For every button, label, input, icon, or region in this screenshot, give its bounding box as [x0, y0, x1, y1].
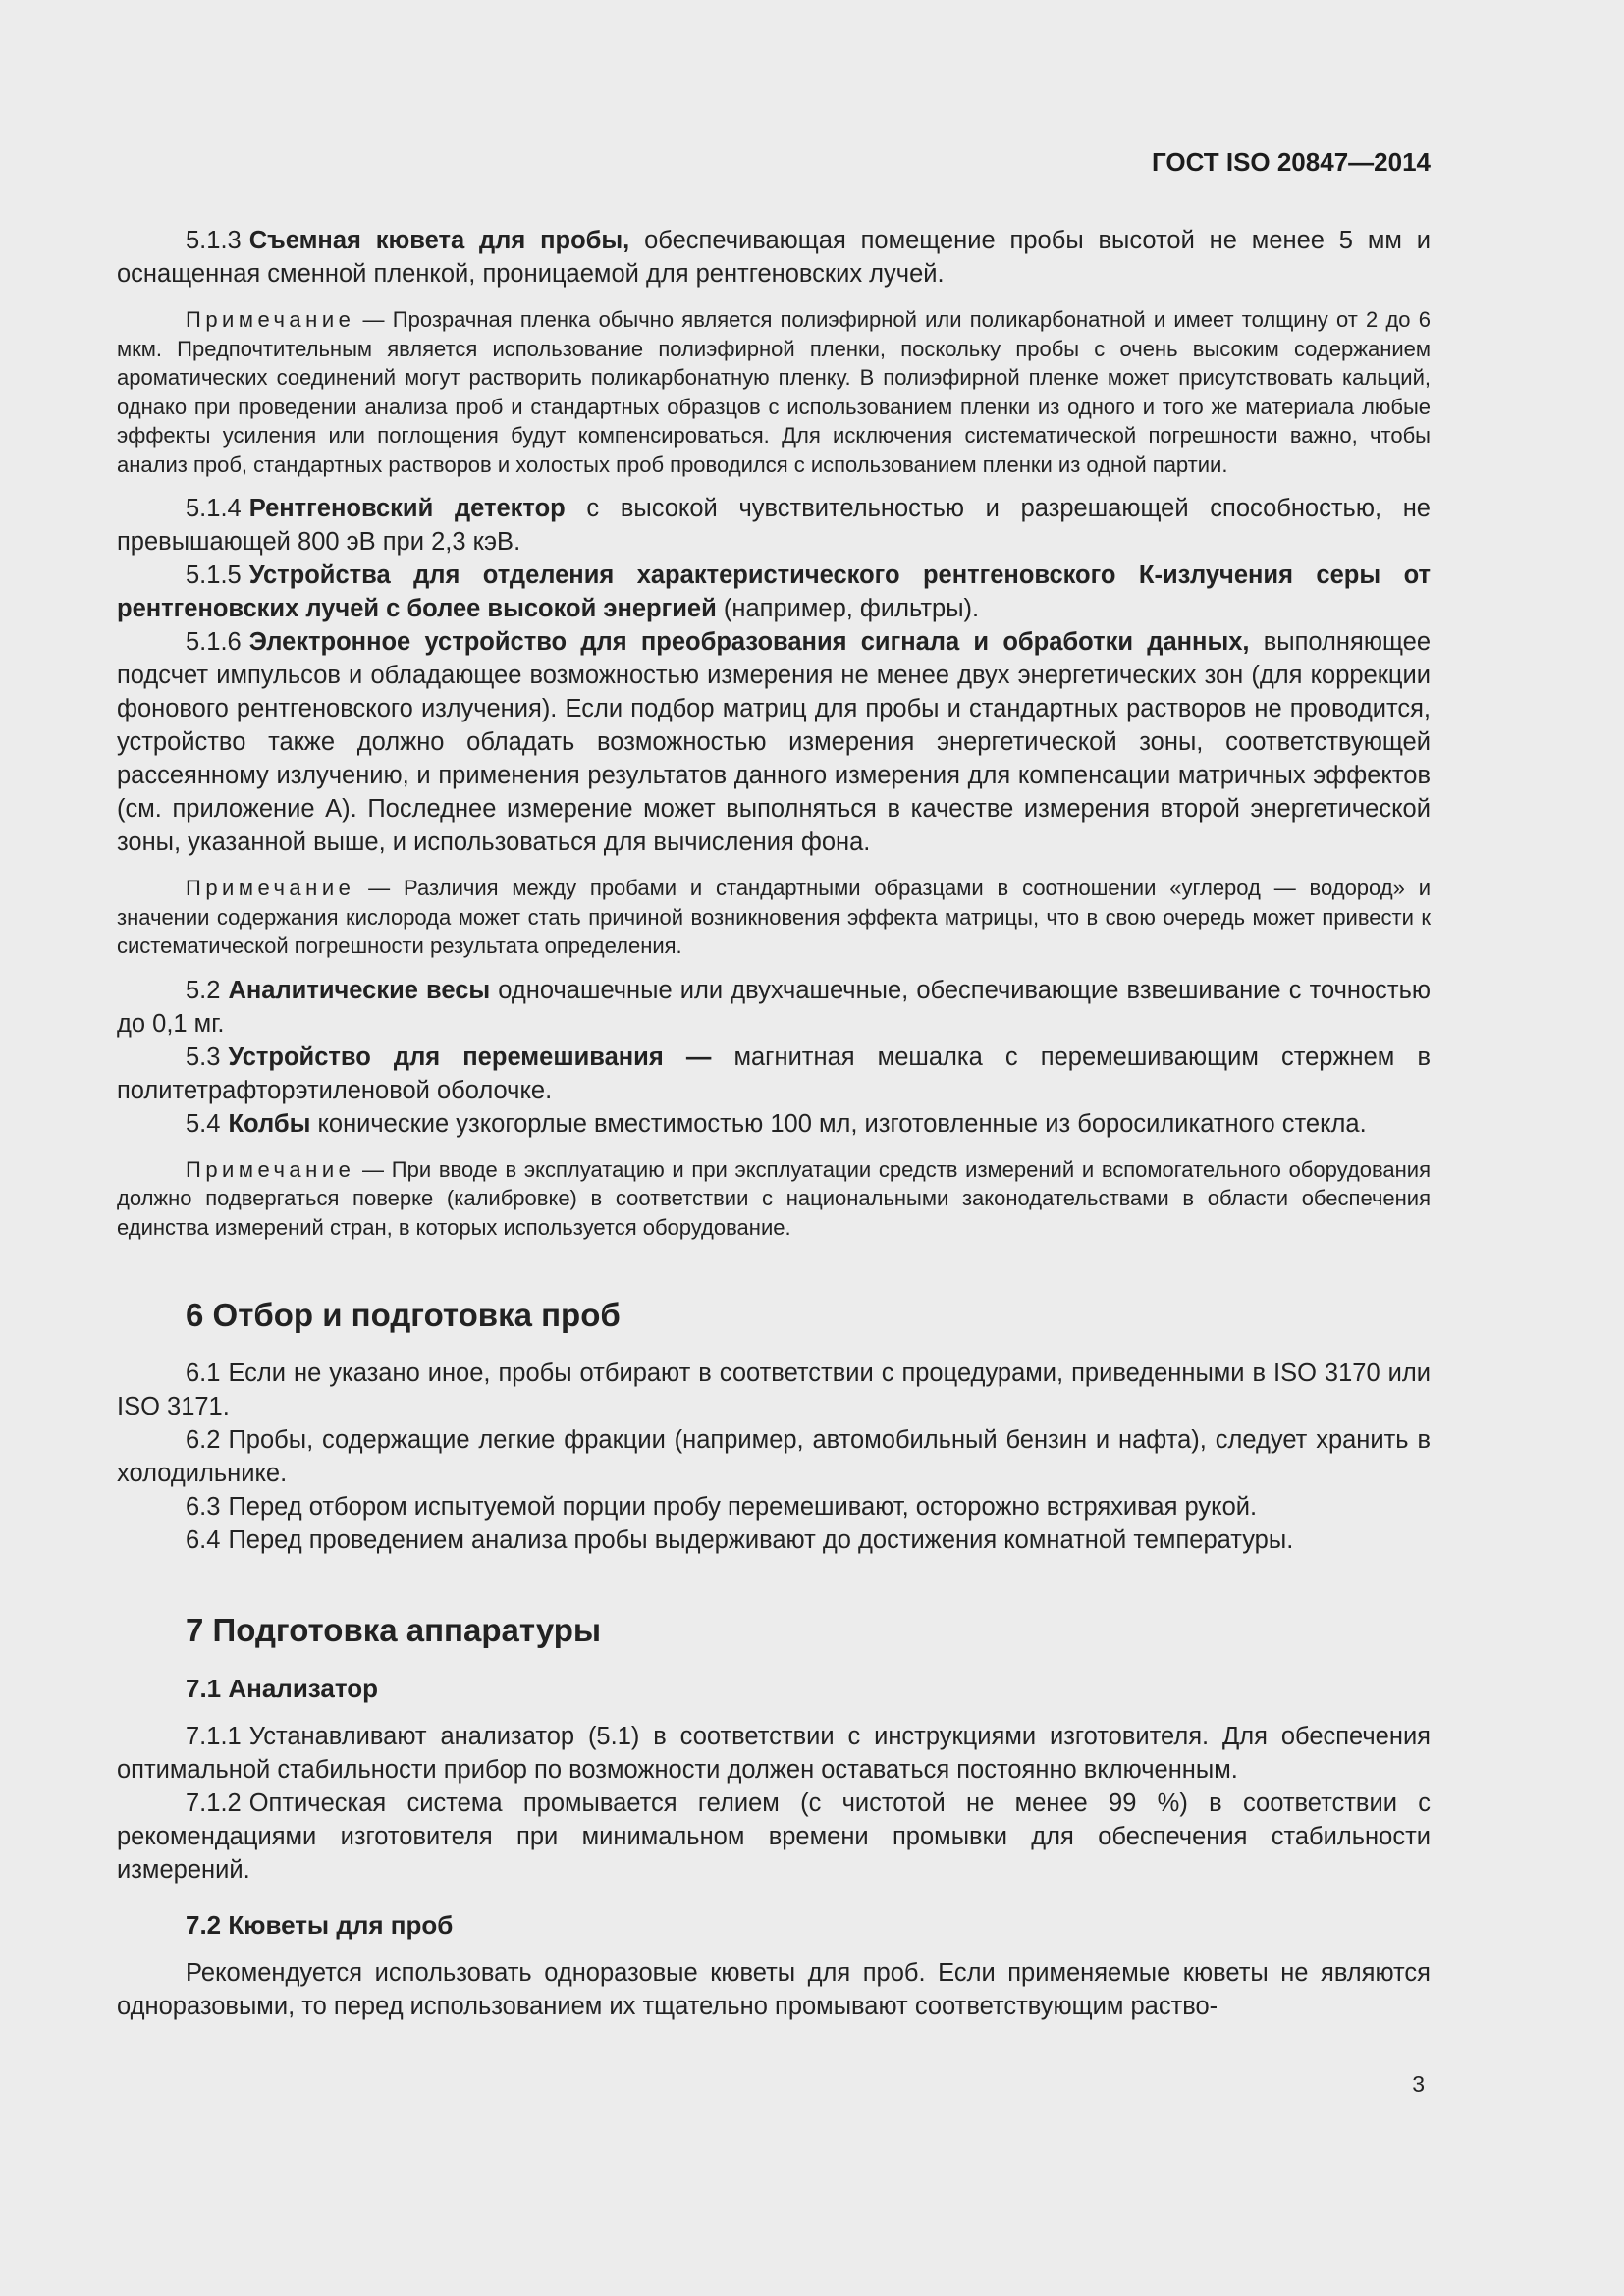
clause-text: Рекомендуется использовать одноразовые кюветы для проб. Если применяемые кюветы не являются одноразовыми, то перед использованием их тщательно промывают соответствующим раство- — [117, 1959, 1431, 2020]
clause-5-2 — [117, 974, 1431, 1041]
clause-6-4 — [117, 1523, 1431, 1557]
clause-number: 6.3 — [186, 1493, 221, 1521]
clause-number: 5.3 — [186, 1042, 221, 1071]
clause-text: одночашечные или двухчашечные, обеспечивающие взвешивание с точностью до 0,1 мг. — [117, 976, 1431, 1038]
clause-5-1-6 — [117, 625, 1431, 859]
clause-term: Устройство для перемешивания — — [228, 1042, 712, 1071]
clause-text: Устанавливают анализатор (5.1) в соответствии с инструкциями изготовителя. Для обеспечения оптимальной стабильности прибор по возможности должен оставаться постоянно включенным. — [117, 1723, 1431, 1784]
note-label: Примечание — [186, 307, 355, 332]
clause-7-1-1 — [117, 1720, 1431, 1787]
clause-text: обеспечивающая помещение пробы высотой не менее 5 мм и оснащенная сменной пленкой, проницаемой для рентгеновских лучей. — [117, 227, 1431, 288]
clause-text: Перед отбором испытуемой порции пробу перемешивают, осторожно встряхивая рукой. — [228, 1493, 1258, 1521]
clause-number: 5.1.4 — [186, 495, 242, 522]
clause-term: Устройства для отделения характеристического рентгеновского К-излучения серы от рентгеновских лучей с более высокой энергией — [117, 561, 1431, 622]
clause-6-2 — [117, 1423, 1431, 1490]
note-text: — Различия между пробами и стандартными образцами в соотношении «углерод — водород» и значении содержания кислорода может стать причиной возникновения эффекта матрицы, что в свою очередь может привести к систематической погрешности результата определения. — [117, 876, 1431, 958]
clause-text: с высокой чувствительностью и разрешающей способностью, не превышающей 800 эВ при 2,3 кэВ. — [117, 495, 1431, 556]
clause-number: 7.1.2 — [186, 1789, 242, 1817]
clause-number: 5.1.6 — [186, 628, 242, 656]
clause-5-3 — [117, 1041, 1431, 1107]
clause-number: 5.2 — [186, 976, 221, 1004]
clause-6-1 — [117, 1357, 1431, 1423]
note-label: Примечание — [186, 876, 355, 900]
section-7-heading: 7 Подготовка аппаратуры — [186, 1612, 602, 1648]
clause-7-1-2 — [117, 1787, 1431, 1887]
clause-text: Оптическая система промывается гелием (с чистотой не менее 99 %) в соответствии с рекомендациями изготовителя при минимальном времени промывки для обеспечения стабильности измерений. — [117, 1789, 1431, 1884]
clause-term: Колбы — [228, 1109, 311, 1138]
subsection-7-2-heading: 7.2 Кюветы для проб — [186, 1910, 454, 1940]
page-number: 3 — [1412, 2071, 1425, 2097]
clause-number: 6.2 — [186, 1426, 221, 1454]
clause-5-1-3 — [117, 224, 1431, 291]
note-3 — [117, 1155, 1431, 1243]
clause-text: выполняющее подсчет импульсов и обладающее возможностью измерения не менее двух энергетических зон (для коррекции фонового рентгеновского излучения). Если подбор матриц для пробы и стандартных растворов не проводится, устройство также должно обладать возможностью измерения энергетической зоны, соответствующей рассеянному излучению, и применения результатов данного измерения для компенсации матричных эффектов (см. приложение А). Последнее измерение может выполняться в качестве измерения второй энергетической зоны, указанной выше, и использоваться для вычисления фона. — [117, 628, 1431, 856]
clause-6-3 — [117, 1490, 1431, 1523]
clause-text: Перед проведением анализа пробы выдерживают до достижения комнатной температуры. — [228, 1526, 1294, 1554]
clause-5-1-4 — [117, 492, 1431, 559]
clause-5-4 — [117, 1107, 1431, 1141]
clause-text: Если не указано иное, пробы отбирают в соответствии с процедурами, приведенными в ISO 3170 или ISO 3171. — [117, 1360, 1431, 1420]
note-1 — [117, 305, 1431, 479]
clause-number: 6.1 — [186, 1360, 221, 1387]
clause-text: конические узкогорлые вместимостью 100 мл, изготовленные из боросиликатного стекла. — [310, 1109, 1367, 1138]
clause-number: 7.1.1 — [186, 1723, 242, 1750]
note-label: Примечание — [186, 1156, 355, 1182]
clause-number: 5.4 — [186, 1109, 221, 1138]
document-header: ГОСТ ISO 20847—2014 — [1151, 147, 1431, 177]
note-text: — Прозрачная пленка обычно является полиэфирной или поликарбонатной и имеет толщину от 2 до 6 мкм. Предпочтительным является использование полиэфирной пленки, поскольку пробы с очень высоким содержанием ароматических соединений могут растворить поликарбонатную пленку. В полиэфирной пленке может присутствовать кальций, однако при проведении анализа проб и стандартных образцов с использованием пленки из одного и того же материала любые эффекты усиления или поглощения будут компенсироваться. Для исключения систематической погрешности важно, чтобы анализ проб, стандартных растворов и холостых проб проводился с использованием пленки из одной партии. — [117, 307, 1431, 477]
clause-text: (например, фильтры). — [716, 595, 980, 622]
clause-term: Электронное устройство для преобразования сигнала и обработки данных, — [248, 628, 1250, 656]
clause-term: Аналитические весы — [228, 976, 491, 1004]
clause-text: магнитная мешалка с перемешивающим стержнем в политетрафторэтиленовой оболочке. — [117, 1042, 1431, 1104]
clause-text: Пробы, содержащие легкие фракции (например, автомобильный бензин и нафта), следует хранить в холодильнике. — [117, 1426, 1431, 1487]
clause-number: 5.1.3 — [186, 227, 242, 254]
clause-term: Съемная кювета для пробы, — [248, 227, 630, 254]
document-body — [117, 224, 1431, 2023]
note-2 — [117, 874, 1431, 961]
clause-number: 6.4 — [186, 1526, 221, 1554]
subsection-7-1-heading: 7.1 Анализатор — [186, 1674, 379, 1703]
clause-5-1-5 — [117, 559, 1431, 625]
note-text: — При вводе в эксплуатацию и при эксплуатации средств измерений и вспомогательного оборудования должно подвергаться поверке (калибровке) в соответствии с национальными законодательствами в области обеспечения единства измерений стран, в которых используется оборудование. — [117, 1156, 1431, 1240]
clause-7-2-text — [117, 1956, 1431, 2023]
clause-number: 5.1.5 — [186, 561, 242, 589]
clause-term: Рентгеновский детектор — [248, 495, 566, 522]
section-6-heading: 6 Отбор и подготовка проб — [186, 1297, 621, 1333]
